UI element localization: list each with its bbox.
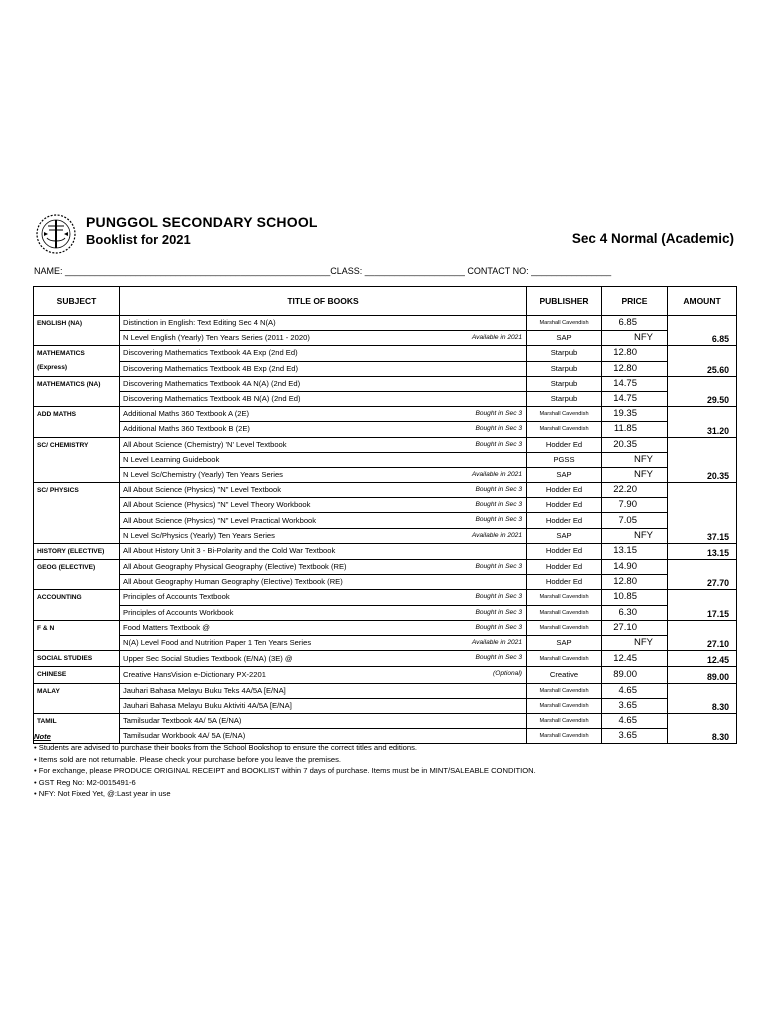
book-note: Bought in Sec 3	[475, 425, 522, 433]
table-row	[34, 560, 737, 575]
publisher-cell: Starpub	[527, 346, 602, 361]
table-row	[34, 391, 737, 406]
book-title: Discovering Mathematics Textbook 4A Exp (2nd Ed)	[123, 348, 298, 358]
book-title: Additional Maths 360 Textbook A (2E)	[123, 409, 250, 419]
book-title: Discovering Mathematics Textbook 4A N(A) (2nd Ed)	[123, 378, 301, 388]
book-title-cell	[120, 361, 527, 376]
subject-cell	[34, 651, 120, 667]
book-title-cell	[120, 543, 527, 559]
school-crest-icon	[34, 212, 78, 256]
amount-cell: 89.00	[668, 667, 737, 683]
book-title: Food Matters Textbook @	[123, 622, 210, 632]
table-row	[34, 483, 737, 498]
publisher-cell: Hodder Ed	[527, 543, 602, 559]
document-header	[34, 212, 734, 258]
price-cell: NFY	[602, 528, 668, 543]
book-title: All About Science (Chemistry) 'N' Level Textbook	[123, 439, 287, 449]
book-note: Bought in Sec 3	[475, 516, 522, 524]
publisher-cell: SAP	[527, 467, 602, 482]
book-title-cell	[120, 635, 527, 650]
price-cell: 89.00	[602, 667, 668, 683]
book-title-cell	[120, 346, 527, 361]
price-cell: 14.90	[602, 560, 668, 575]
subject-name: (Express)	[37, 363, 68, 371]
publisher-cell: Marshall Cavendish	[527, 422, 602, 437]
subject-cell	[34, 560, 120, 590]
table-header-row	[34, 287, 737, 316]
publisher-cell: Marshall Cavendish	[527, 698, 602, 713]
price-cell: 19.35	[602, 407, 668, 422]
book-title: Jauhari Bahasa Melayu Buku Teks 4A/5A [E/NA]	[123, 685, 286, 695]
table-row	[34, 361, 737, 376]
table-row	[34, 452, 737, 467]
table-row	[34, 575, 737, 590]
book-note: Bought in Sec 3	[475, 608, 522, 616]
publisher-cell: Hodder Ed	[527, 483, 602, 498]
publisher-cell: Marshall Cavendish	[527, 713, 602, 728]
table-row	[34, 667, 737, 683]
amount-cell: 25.60	[668, 346, 737, 376]
column-header: PRICE	[602, 287, 668, 316]
book-title: Upper Sec Social Studies Textbook (E/NA) (3E) @	[123, 653, 293, 663]
book-note: Bought in Sec 3	[475, 654, 522, 662]
subject-cell	[34, 667, 120, 683]
publisher-cell: Starpub	[527, 391, 602, 406]
amount-cell: 27.70	[668, 560, 737, 590]
table-row	[34, 407, 737, 422]
note-item: • NFY: Not Fixed Yet, @:Last year in use	[34, 789, 171, 799]
price-cell: 12.80	[602, 575, 668, 590]
price-cell: 4.65	[602, 713, 668, 728]
book-note: Available in 2021	[471, 334, 522, 342]
amount-cell: 31.20	[668, 407, 737, 437]
book-title-cell	[120, 391, 527, 406]
publisher-cell: Marshall Cavendish	[527, 651, 602, 667]
book-title: Jauhari Bahasa Melayu Buku Aktiviti 4A/5A [E/NA]	[123, 700, 292, 710]
publisher-cell: Marshall Cavendish	[527, 407, 602, 422]
price-cell: 14.75	[602, 376, 668, 391]
subject-name: ACCOUNTING	[37, 594, 82, 602]
amount-cell: 13.15	[668, 543, 737, 559]
book-title-cell	[120, 560, 527, 575]
book-title: All About Geography Human Geography (Elective) Textbook (RE)	[123, 577, 343, 587]
price-cell: 22.20	[602, 483, 668, 498]
price-cell: 10.85	[602, 590, 668, 605]
price-cell: NFY	[602, 467, 668, 482]
table-row	[34, 698, 737, 713]
subject-cell	[34, 316, 120, 346]
book-title: All About History Unit 3 - Bi-Polarity and the Cold War Textbook	[123, 546, 336, 556]
price-cell: 14.75	[602, 391, 668, 406]
amount-cell: 17.15	[668, 590, 737, 620]
book-title-cell	[120, 605, 527, 620]
price-cell: 11.85	[602, 422, 668, 437]
book-title-cell	[120, 528, 527, 543]
book-note: Bought in Sec 3	[475, 593, 522, 601]
price-cell: 6.85	[602, 316, 668, 331]
note-item: • Students are advised to purchase their books from the School Bookshop to ensure the correct titles and editions.	[34, 743, 417, 753]
publisher-cell: Creative	[527, 667, 602, 683]
publisher-cell: Marshall Cavendish	[527, 683, 602, 698]
column-header: PUBLISHER	[527, 287, 602, 316]
amount-cell: 8.30	[668, 683, 737, 713]
book-title: Creative HansVision e-Dictionary PX-2201	[123, 669, 266, 679]
book-title-cell	[120, 590, 527, 605]
table-row	[34, 513, 737, 528]
publisher-cell: Marshall Cavendish	[527, 590, 602, 605]
book-note: Bought in Sec 3	[475, 486, 522, 494]
price-cell: 6.30	[602, 605, 668, 620]
note-item: • GST Reg No: M2-0015491-6	[34, 777, 136, 787]
book-title-cell	[120, 498, 527, 513]
book-title-cell	[120, 437, 527, 452]
subject-name: MATHEMATICS	[37, 350, 85, 358]
price-cell: 7.90	[602, 498, 668, 513]
subject-cell	[34, 346, 120, 376]
price-cell: 13.15	[602, 543, 668, 559]
price-cell: 27.10	[602, 620, 668, 635]
publisher-cell: SAP	[527, 635, 602, 650]
book-title-cell	[120, 452, 527, 467]
book-title-cell	[120, 651, 527, 667]
book-title: Tamilsudar Workbook 4A/ 5A (E/NA)	[123, 731, 246, 741]
table-row	[34, 376, 737, 391]
publisher-cell: PGSS	[527, 452, 602, 467]
subject-cell	[34, 407, 120, 437]
subject-name: ADD MATHS	[37, 411, 77, 419]
amount-cell: 20.35	[668, 437, 737, 483]
book-title: Principles of Accounts Workbook	[123, 607, 234, 617]
book-title-cell	[120, 467, 527, 482]
book-title: Discovering Mathematics Textbook 4B N(A) (2nd Ed)	[123, 394, 301, 404]
amount-cell: 8.30	[668, 713, 737, 743]
book-title-cell	[120, 316, 527, 331]
price-cell: NFY	[602, 452, 668, 467]
book-title-cell	[120, 575, 527, 590]
column-header: TITLE OF BOOKS	[120, 287, 527, 316]
publisher-cell: SAP	[527, 331, 602, 346]
book-title: N Level Learning Guidebook	[123, 454, 220, 464]
book-title-cell	[120, 698, 527, 713]
table-row	[34, 498, 737, 513]
table-row	[34, 620, 737, 635]
level-title: Sec 4 Normal (Academic)	[571, 231, 734, 246]
table-row	[34, 651, 737, 667]
amount-cell: 12.45	[668, 651, 737, 667]
book-title: N(A) Level Food and Nutrition Paper 1 Ten Years Series	[123, 638, 312, 648]
book-title-cell	[120, 513, 527, 528]
amount-cell: 37.15	[668, 483, 737, 544]
price-cell: NFY	[602, 635, 668, 650]
book-note: Available in 2021	[471, 470, 522, 478]
book-title-cell	[120, 713, 527, 728]
book-title-cell	[120, 376, 527, 391]
book-note: Bought in Sec 3	[475, 623, 522, 631]
column-header: AMOUNT	[668, 287, 737, 316]
table-row	[34, 467, 737, 482]
table-row	[34, 331, 737, 346]
note-item: • Items sold are not returnable. Please check your purchase before you leave the premises.	[34, 754, 341, 764]
subject-cell	[34, 543, 120, 559]
book-title-cell	[120, 407, 527, 422]
price-cell: 3.65	[602, 698, 668, 713]
book-title: Tamilsudar Textbook 4A/ 5A (E/NA)	[123, 715, 242, 725]
amount-cell: 6.85	[668, 316, 737, 346]
book-title-cell	[120, 667, 527, 683]
book-note: Bought in Sec 3	[475, 501, 522, 509]
column-header: SUBJECT	[34, 287, 120, 316]
subject-name: F & N	[37, 624, 55, 632]
book-title: All About Science (Physics) "N" Level Theory Workbook	[123, 500, 311, 510]
publisher-cell: Marshall Cavendish	[527, 605, 602, 620]
table-row	[34, 635, 737, 650]
publisher-cell: Starpub	[527, 361, 602, 376]
price-cell: 20.35	[602, 437, 668, 452]
book-title: All About Science (Physics) "N" Level Practical Workbook	[123, 515, 317, 525]
publisher-cell: Marshall Cavendish	[527, 620, 602, 635]
publisher-cell: Hodder Ed	[527, 575, 602, 590]
price-cell: 12.80	[602, 361, 668, 376]
book-note: Bought in Sec 3	[475, 410, 522, 418]
subject-cell	[34, 683, 120, 713]
subject-name: CHINESE	[37, 671, 67, 679]
book-title: Distinction in English: Text Editing Sec 4 N(A)	[123, 318, 276, 328]
publisher-cell: Starpub	[527, 376, 602, 391]
book-title: All About Science (Physics) "N" Level Textbook	[123, 485, 282, 495]
booklist-table	[33, 286, 737, 744]
price-cell: NFY	[602, 331, 668, 346]
table-row	[34, 346, 737, 361]
notes-heading: Note	[34, 732, 51, 741]
table-row	[34, 528, 737, 543]
publisher-cell: Marshall Cavendish	[527, 316, 602, 331]
school-name: PUNGGOL SECONDARY SCHOOL	[86, 214, 318, 230]
book-note: Available in 2021	[471, 531, 522, 539]
book-note: Bought in Sec 3	[475, 440, 522, 448]
publisher-cell: Hodder Ed	[527, 513, 602, 528]
book-title: Principles of Accounts Textbook	[123, 592, 230, 602]
book-title-cell	[120, 331, 527, 346]
note-item: • For exchange, please PRODUCE ORIGINAL RECEIPT and BOOKLIST within 7 days of purchase. Items must be in MINT/SALEABLE CONDITION.	[34, 766, 536, 776]
book-note: (Optional)	[493, 670, 522, 678]
book-title-cell	[120, 483, 527, 498]
price-cell: 12.45	[602, 651, 668, 667]
publisher-cell: SAP	[527, 528, 602, 543]
book-title: Discovering Mathematics Textbook 4B Exp (2nd Ed)	[123, 363, 299, 373]
subject-cell	[34, 437, 120, 483]
subject-name: SC/ PHYSICS	[37, 487, 79, 495]
subject-cell	[34, 620, 120, 650]
book-title-cell	[120, 683, 527, 698]
table-row	[34, 316, 737, 331]
price-cell: 12.80	[602, 346, 668, 361]
subject-name: GEOG (ELECTIVE)	[37, 564, 96, 571]
subject-cell	[34, 590, 120, 620]
book-title-cell	[120, 422, 527, 437]
book-title: N Level Sc/Chemistry (Yearly) Ten Years Series	[123, 469, 283, 479]
book-note: Available in 2021	[471, 638, 522, 646]
amount-cell: 29.50	[668, 376, 737, 406]
publisher-cell: Hodder Ed	[527, 498, 602, 513]
book-title: N Level English (Yearly) Ten Years Series (2011 - 2020)	[123, 333, 310, 343]
student-info-line: NAME: _____________________________________________________CLASS: ____________________ CONTACT NO: ________________	[34, 266, 612, 276]
book-title-cell	[120, 620, 527, 635]
booklist-title: Booklist for 2021	[86, 232, 191, 247]
amount-cell: 27.10	[668, 620, 737, 650]
publisher-cell: Hodder Ed	[527, 560, 602, 575]
notes-section	[34, 731, 536, 799]
price-cell: 7.05	[602, 513, 668, 528]
subject-name: MALAY	[37, 687, 60, 695]
subject-name: ENGLISH (NA)	[37, 320, 83, 327]
table-row	[34, 543, 737, 559]
table-row	[34, 713, 737, 728]
subject-name: SC/ CHEMISTRY	[37, 441, 89, 449]
table-row	[34, 590, 737, 605]
book-title: All About Geography Physical Geography (Elective) Textbook (RE)	[123, 562, 347, 572]
book-title: Additional Maths 360 Textbook B (2E)	[123, 424, 250, 434]
book-title: N Level Sc/Physics (Yearly) Ten Years Series	[123, 530, 275, 540]
subject-cell	[34, 483, 120, 544]
publisher-cell: Hodder Ed	[527, 437, 602, 452]
price-cell: 3.65	[602, 729, 668, 744]
price-cell: 4.65	[602, 683, 668, 698]
subject-name: TAMIL	[37, 717, 57, 725]
table-row	[34, 605, 737, 620]
subject-name: HISTORY (ELECTIVE)	[37, 547, 105, 555]
subject-name: SOCIAL STUDIES	[37, 655, 93, 663]
table-row	[34, 437, 737, 452]
table-row	[34, 422, 737, 437]
subject-cell	[34, 376, 120, 406]
table-row	[34, 683, 737, 698]
book-note: Bought in Sec 3	[475, 563, 522, 570]
subject-name: MATHEMATICS (NA)	[37, 380, 101, 388]
publisher-cell: Marshall Cavendish	[527, 729, 602, 744]
